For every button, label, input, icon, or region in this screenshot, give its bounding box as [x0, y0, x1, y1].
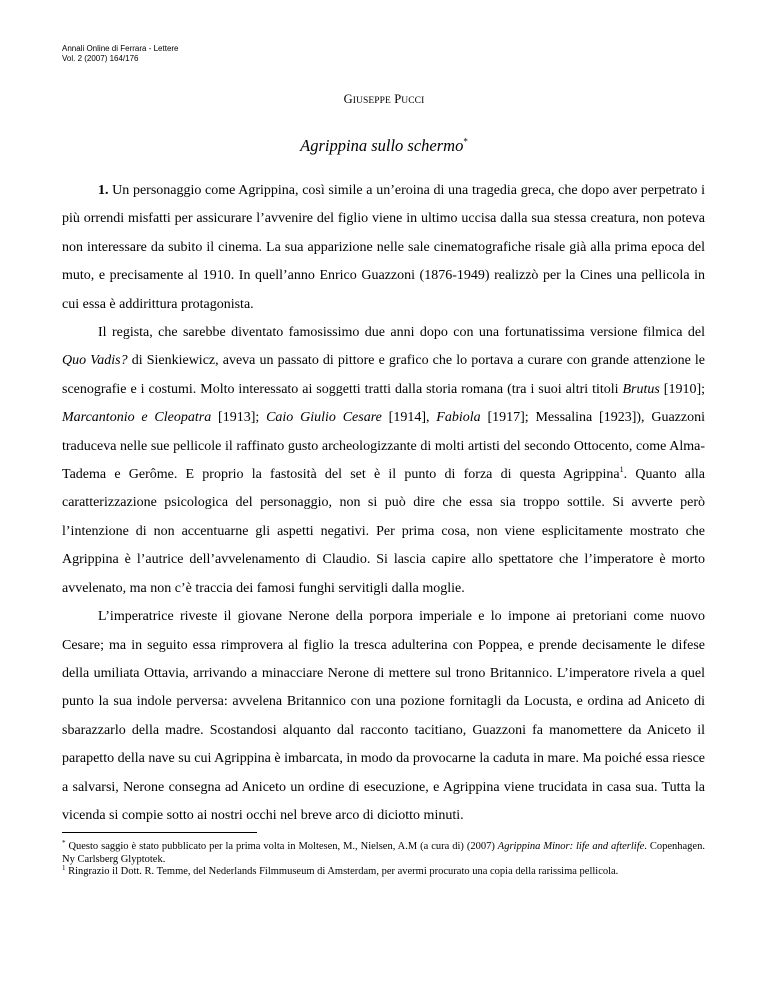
p2-title-brutus: Brutus: [622, 381, 660, 397]
p2-text-g: . Quanto alla caratterizzazione psicologica del personaggio, non si può dire che essa sia troppo sottile. Si avverte però l’intenzione di non accentuarne gli aspetti negativi. Per prima cosa, non viene esplicitamente mostrato che Agrippina è l’autrice dell’avvelenamento di Claudio. Si lascia capire allo spettatore che l’imperatore è morto avvelenato, ma non c’è traccia dei famosi funghi servitigli dalla moglie.: [62, 467, 706, 596]
article-title: [0, 136, 768, 156]
p2-text-c: [1910];: [659, 381, 706, 397]
footnote-separator: [62, 832, 257, 833]
paragraph-1-text: Un personaggio come Agrippina, così simile a un’eroina di una tragedia greca, che dopo aver perpetrato i più orrendi misfatti per assicurare l’avvenire del figlio viene in ultimo uccisa dalla sua stessa creatura, non poteva non interessare da subito il cinema. La sua apparizione nelle sale cinematografiche risale già alla prima epoca del muto, e precisamente al 1910. In quell’anno Enrico Guazzoni (1876-1949) realizzò per la Cines una pellicola in cui essa è addirittura protagonista.: [62, 183, 705, 312]
article-body: [62, 177, 705, 830]
p2-title-caio-giulio-cesare: Caio Giulio Cesare: [266, 410, 382, 426]
author-first-rest: IUSEPPE: [352, 96, 391, 106]
paragraph-3: [62, 603, 705, 830]
article-title-text: Agrippina sullo schermo: [300, 136, 464, 155]
p2-text-e: [1914],: [381, 410, 437, 426]
p2-text-a: Il regista, che sarebbe diventato famosissimo due anni dopo con una fortunatissima versione filmica del: [98, 325, 705, 341]
p2-title-marcantonio: Marcantonio e Cleopatra: [62, 410, 212, 426]
author-name: [0, 92, 768, 107]
footnote-star-book-title: Agrippina Minor: life and afterlife: [497, 841, 645, 852]
p2-text-b: di Sienkiewicz, aveva un passato di pittore e grafico che lo portava a curare con grande attenzione le scenografie e i costumi. Molto interessato ai soggetti tratti dalla storia romana (tra i suoi altri titoli: [62, 353, 705, 397]
journal-volume: Vol. 2 (2007) 164/176: [62, 54, 139, 63]
footnote-star-text-a: Questo saggio è stato pubblicato per la prima volta in Moltesen, M., Nielsen, A.M (a cura di) (2007): [65, 841, 498, 852]
p2-title-fabiola: Fabiola: [436, 410, 481, 426]
footnote-ref-1: 1: [619, 465, 624, 475]
title-footnote-mark: *: [463, 136, 468, 147]
p2-text-d: [1913];: [211, 410, 267, 426]
p2-text-f: [1917]; Messalina [1923]), Guazzoni traduceva nelle sue pellicole il raffinato gusto archeologizzante di molti artisti del secondo Ottocento, come Alma-Tadema e Gerôme. E proprio la fastosità del set è il punto di forza di questa Agrippina: [62, 410, 706, 483]
paragraph-3-text: L’imperatrice riveste il giovane Nerone della porpora imperiale e lo impone ai pretoriani come nuovo Cesare; ma in seguito essa rimprovera al figlio la tresca adulterina con Poppea, e prende decisamente le difese della umiliata Ottavia, arrivando a minacciare Nerone di mettere sul trono Britannico. L’imperatore rivela a quel punto la sua indole perversa: avvelena Britannico con una pozione fornitagli da Locusta, e ordina ad Aniceto di sbarazzarlo della madre. Scostandosi alquanto dal racconto tacitiano, Guazzoni fa manomettere da Aniceto il parapetto della nave su cui Agrippina è imbarcata, in modo da provocarne la caduta in mare. Ma poiché essa riesce a salvarsi, Nerone consegna ad Aniceto un ordine di esecuzione, e Agrippina viene trucidata in casa sua. Tutta la vicenda si compie sotto ai nostri occhi nel breve arco di diciotto minuti.: [62, 609, 705, 823]
p2-title-quo-vadis: Quo Vadis?: [62, 353, 128, 369]
section-number: 1.: [98, 183, 109, 198]
footnote-star: [62, 841, 705, 866]
footnote-1-text: Ringrazio il Dott. R. Temme, del Nederlands Filmmuseum di Amsterdam, per avermi procurato una copia della rarissima pellicola.: [65, 866, 619, 878]
journal-name: Annali Online di Ferrara - Lettere: [62, 44, 179, 53]
paragraph-1: [62, 177, 705, 319]
footnote-1-mark: 1: [62, 864, 66, 873]
author-last-initial: P: [394, 92, 402, 106]
journal-header: [62, 44, 179, 64]
footnote-star-mark: *: [62, 839, 66, 847]
author-last-rest: UCCI: [401, 96, 425, 106]
footnote-star-text-b: . Copenhagen. Ny Carlsberg Glyptotek.: [62, 841, 705, 865]
paragraph-2: [62, 319, 705, 603]
footnote-1: [62, 866, 705, 879]
author-first-initial: G: [343, 92, 353, 106]
footnotes: [62, 841, 705, 879]
